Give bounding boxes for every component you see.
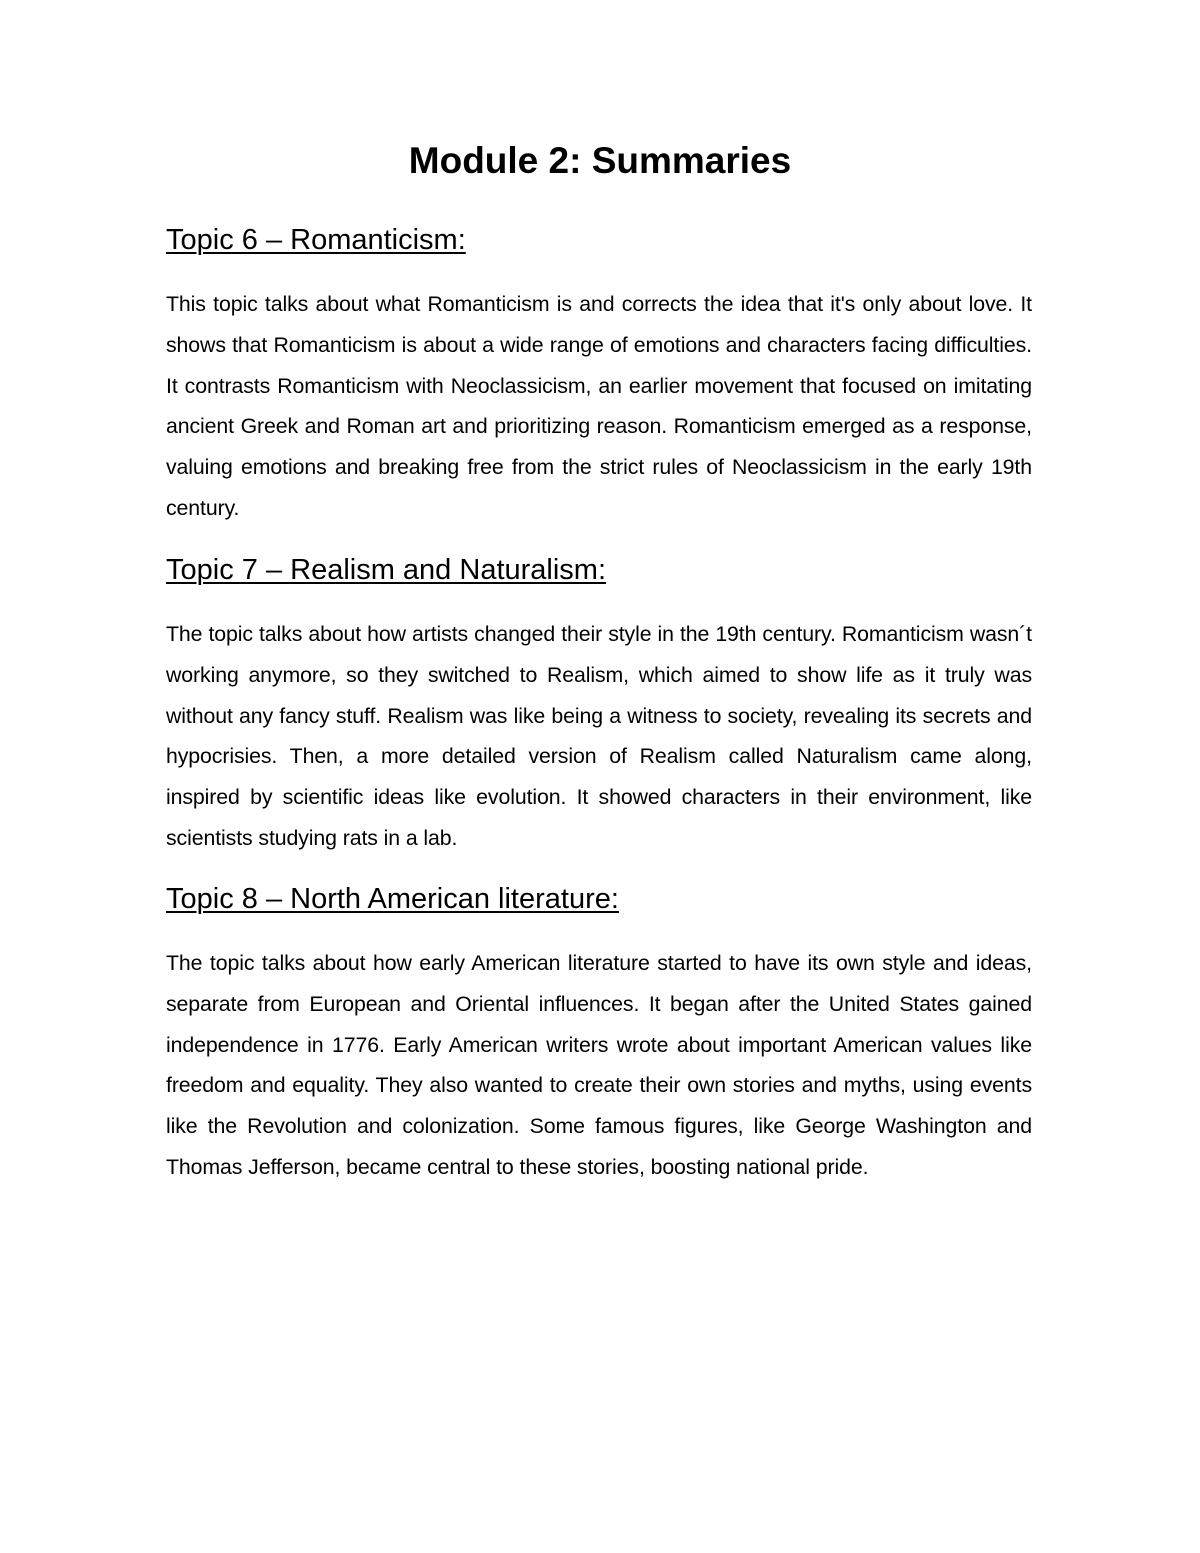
section-body: The topic talks about how early American literature started to have its own style and ideas, separate from European and Oriental influences. It began after the United States gained independence in 1776. Early American writers wrote about important American values like freedom and equality. They also wanted to create their own stories and myths, using events like the Revolution and colonization. Some famous figures, like George Washington and Thomas Jefferson, became central to these stories, boosting national pride. (166, 951, 1032, 1179)
section-topic-6 (166, 222, 1032, 529)
section-heading: Topic 6 – Romanticism: (166, 224, 466, 256)
section-heading: Topic 8 – North American literature: (166, 883, 619, 915)
section-heading: Topic 7 – Realism and Naturalism: (166, 554, 607, 586)
section-body: The topic talks about how artists changed their style in the 19th century. Romanticism wasn´t working anymore, so they switched to Realism, which aimed to show life as it truly was without any fancy stuff. Realism was like being a witness to society, revealing its secrets and hypocrisies. Then, a more detailed version of Realism called Naturalism came along, inspired by scientific ideas like evolution. It showed characters in their environment, like scientists studying rats in a lab. (166, 622, 1032, 850)
section-topic-8 (166, 881, 1032, 1188)
section-body: This topic talks about what Romanticism is and corrects the idea that it's only about love. It shows that Romanticism is about a wide range of emotions and characters facing difficulties. It contrasts Romanticism with Neoclassicism, an earlier movement that focused on imitating ancient Greek and Roman art and prioritizing reason. Romanticism emerged as a response, valuing emotions and breaking free from the strict rules of Neoclassicism in the early 19th century. (166, 292, 1032, 520)
page-title: Module 2: Summaries (408, 140, 792, 181)
section-topic-7 (166, 552, 1032, 859)
